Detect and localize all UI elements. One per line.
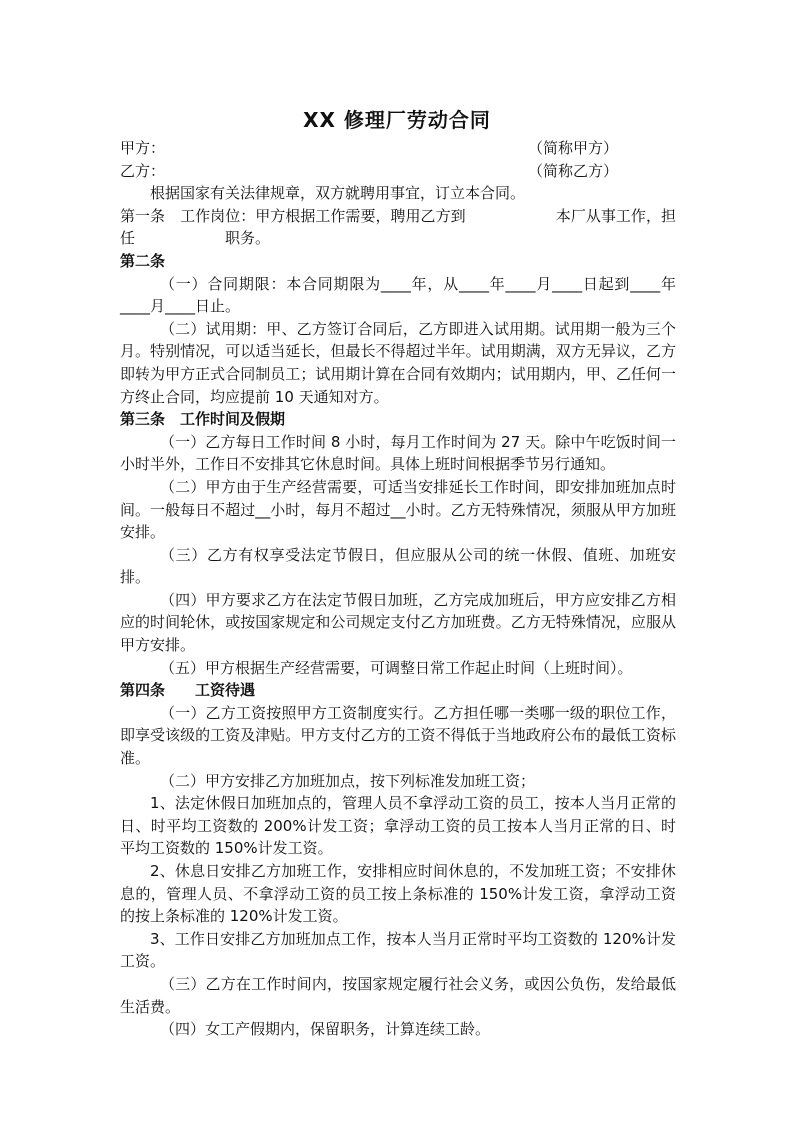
article-4-clause-3: （三）乙方在工作时间内，按国家规定履行社会义务，或因公负伤，发给最低生活费。 — [120, 974, 676, 1016]
party-a-label: 甲方： — [120, 139, 166, 157]
contract-body — [120, 137, 676, 1041]
article-2-clause-2: （二）试用期：甲、乙方签订合同后，乙方即进入试用期。试用期一般为三个月。特别情况，可以适当延长，但最长不得超过半年。试用期满，双方无异议，乙方即转为甲方正式合同制员工；试用期计算在合同有效期内；试用期内，甲、乙任何一方终止合同，均应提前 10 天通知对方。 — [120, 319, 676, 406]
article-4-item-2: 2、休息日安排乙方加班工作，安排相应时间休息的，不发加班工资；不安排休息的，管理人员、不拿浮动工资的员工按上条标准的 150%计发工资，拿浮动工资的按上条标准的 120%计发工资。 — [120, 862, 676, 926]
article-3-clause-4: （四）甲方要求乙方在法定节假日加班，乙方完成加班后，甲方应安排乙方相应的时间轮休，或按国家规定和公司规定支付乙方加班费。乙方无特殊情况，应服从甲方安排。 — [120, 590, 676, 655]
article-4-heading: 第四条 工资待遇 — [120, 681, 256, 700]
party-a-note: （简称甲方） — [527, 139, 618, 157]
party-b-label: 乙方： — [120, 161, 166, 180]
article-3-clause-3: （三）乙方有权享受法定节假日，但应服从公司的统一休假、值班、加班安排。 — [120, 545, 676, 587]
article-2-clause-1: （一）合同期限：本合同期限为____年，从____年____月____日起到____年____月____日止。 — [120, 274, 676, 316]
intro-paragraph: 根据国家有关法律规章，双方就聘用事宜，订立本合同。 — [150, 184, 526, 203]
article-3-heading: 第三条 工作时间及假期 — [120, 410, 286, 429]
article-3-clause-5: （五）甲方根据生产经营需要，可调整日常工作起止时间（上班时间）。 — [160, 658, 633, 677]
article-3-clause-1: （一）乙方每日工作时间 8 小时，每月工作时间为 27 天。除中午吃饭时间一小时半外，工作日不安排其它休息时间。具体上班时间根据季节另行通知。 — [120, 432, 676, 474]
article-4-clause-2: （二）甲方安排乙方加班加点，按下列标准发加班工资； — [160, 771, 536, 790]
article-4-clause-1: （一）乙方工资按照甲方工资制度实行。乙方担任哪一类哪一级的职位工作，即享受该级的工资及津贴。甲方支付乙方的工资不得低于当地政府公布的最低工资标准。 — [120, 703, 676, 768]
party-a-line — [120, 137, 676, 160]
party-b-line — [120, 160, 676, 183]
article-4-clause-4: （四）女工产假期内，保留职务，计算连续工龄。 — [160, 1020, 491, 1039]
article-4-item-3: 3、工作日安排乙方加班加点工作，按本人当月正常时平均工资数的 120%计发工资。 — [120, 929, 676, 971]
article-3-clause-2: （二）甲方由于生产经营需要，可适当安排延长工作时间，即安排加班加点时间。一般每日不超过__小时，每月不超过__小时。乙方无特殊情况，须服从甲方加班安排。 — [120, 477, 676, 542]
party-b-note: （简称乙方） — [527, 161, 618, 180]
article-4-item-1: 1、法定休假日加班加点的，管理人员不拿浮动工资的员工，按本人当月正常的日、时平均工资数的 200%计发工资；拿浮动工资的员工按本人当月正常的日、时平均工资数的 150%计发工资。 — [120, 794, 676, 858]
article-2-heading: 第二条 — [120, 251, 166, 270]
article-1: 第一条 工作岗位：甲方根据工作需要，聘用乙方到 本厂从事工作，担任 职务。 — [120, 206, 676, 248]
document-title: XX 修理厂劳动合同 — [303, 108, 491, 132]
